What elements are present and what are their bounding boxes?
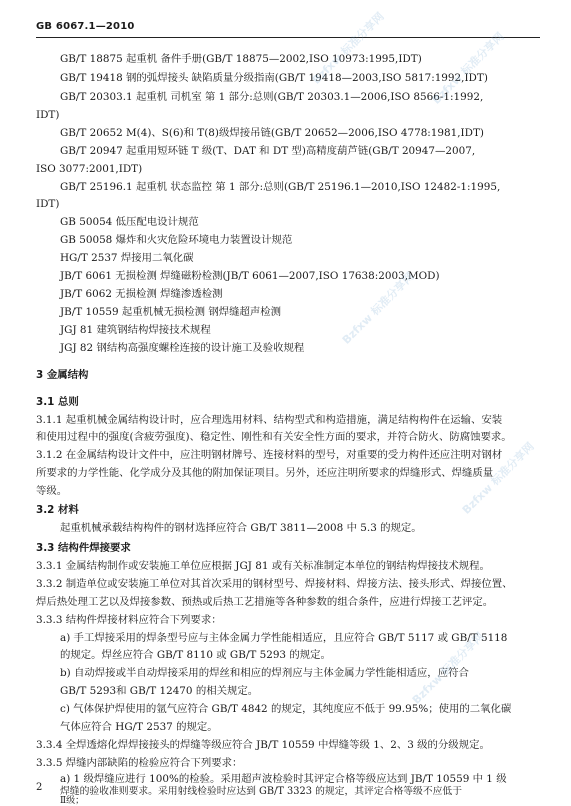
ref-line: GB/T 20947 起重用短环链 T 级(T、DAT 和 DT 型)高精度葫芦链(GB/T 20947—2007, (60, 145, 476, 157)
list-item-cont: 的规定。焊丝应符合 GB/T 8110 或 GB/T 5293 的规定。 (60, 649, 331, 661)
list-item: c) 气体保护焊使用的氩气应符合 GB/T 4842 的规定，其纯度应不低于 99.95%；使用的二氧化碳 (60, 703, 512, 715)
ref-line: GB 50058 爆炸和火灾危险环境电力装置设计规范 (60, 234, 293, 246)
list-item: a) 手工焊接采用的焊条型号应与主体金属力学性能相适应，且应符合 GB/T 5117 或 GB/T 5118 (60, 632, 508, 644)
standard-code-header: GB 6067.1—2010 (36, 21, 135, 32)
ref-line: GB 50054 低压配电设计规范 (60, 216, 199, 228)
ref-line-cont: ISO 3077:2001,IDT) (36, 163, 143, 175)
list-item-cont: 气体应符合 HG/T 2537 的规定。 (60, 721, 218, 733)
page-number: 2 (36, 782, 43, 793)
section-3-1-title: 3.1 总则 (36, 396, 79, 408)
ref-line: JGJ 82 钢结构高强度螺栓连接的设计施工及验收规程 (60, 342, 305, 354)
list-item: b) 自动焊接或半自动焊接采用的焊丝和相应的焊剂应与主体金属力学性能相适应，应符合 (60, 667, 469, 679)
clause-3-1-2: 3.1.2 在金属结构设计文件中，应注明钢材牌号、连接材料的型号，对重要的受力构件还应注明对钢材 (36, 449, 503, 461)
clause-3-1-1-cont: 和使用过程中的强度(含疲劳强度)、稳定性、刚性和有关安全性方面的要求，并符合防火、防腐蚀要求。 (36, 431, 512, 443)
section-3-2-title: 3.2 材料 (36, 504, 79, 516)
watermark: Bzfxw 标准分享网 (429, 29, 507, 107)
watermark: Bzfxw 标准分享网 (309, 9, 387, 87)
clause-3-1-1: 3.1.1 起重机械金属结构设计时，应合理选用材料、结构型式和构造措施，满足结构构件在运输、安装 (36, 414, 503, 426)
ref-line: JB/T 6061 无损检测 焊缝磁粉检测(JB/T 6061—2007,ISO 17638:2003,MOD) (60, 270, 440, 282)
section-3-3-title: 3.3 结构件焊接要求 (36, 542, 131, 554)
clause-3-3-3: 3.3.3 结构件焊接材料应符合下列要求： (36, 614, 222, 626)
watermark: Bzfxw 标准分享网 (339, 269, 417, 347)
ref-line: GB/T 20303.1 起重机 司机室 第 1 部分:总则(GB/T 20303.1—2006,ISO 8566-1:1992, (60, 91, 484, 103)
header-rule (36, 37, 540, 38)
ref-line-cont: IDT) (36, 198, 60, 210)
ref-line: GB/T 19418 钢的弧焊接头 缺陷质量分级指南(GB/T 19418—2003,ISO 5817:1992,IDT) (60, 72, 488, 84)
list-item-cont: GB/T 5293和 GB/T 12470 的相关规定。 (60, 685, 259, 697)
clause-3-1-2-cont: 所要求的力学性能、化学成分及其他的附加保证项目。另外，还应注明所要求的焊缝形式、焊缝质量 (36, 467, 494, 479)
ref-line: GB/T 20652 M(4)、S(6)和 T(8)级焊接吊链(GB/T 20652—2006,ISO 4778:1981,IDT) (60, 127, 484, 139)
clause-3-3-5: 3.3.5 焊缝内部缺陷的检验应符合下列要求： (36, 757, 243, 769)
ref-line: JGJ 81 建筑钢结构焊接技术规程 (60, 324, 211, 336)
clause-3-3-1: 3.3.1 金属结构制作或安装施工单位应根据 JGJ 81 或有关标准制定本单位的钢结构焊接技术规程。 (36, 560, 490, 572)
list-item: a) 1 级焊缝应进行 100%的检验。采用超声波检验时其评定合格等级应达到 JB/T 10559 中 1 级 (60, 773, 507, 785)
ref-line-cont: IDT) (36, 109, 60, 121)
clause-3-3-2-cont: 焊后热处理工艺以及焊接参数、预热或后热工艺措施等各种参数的组合条件，应进行焊接工艺评定。 (36, 596, 494, 608)
clause-3-2-text: 起重机械承载结构构件的钢材选择应符合 GB/T 3811—2008 中 5.3 的规定。 (60, 522, 422, 534)
watermark: Bzfxw 标准分享网 (459, 439, 537, 517)
ref-line: JB/T 10559 起重机械无损检测 钢焊缝超声检测 (60, 306, 282, 318)
section-3-title: 3 金属结构 (36, 369, 89, 381)
ref-line: GB/T 18875 起重机 备件手册(GB/T 18875—2002,ISO 10973:1995,IDT) (60, 53, 422, 65)
clause-3-3-2: 3.3.2 制造单位或安装施工单位对其首次采用的钢材型号、焊接材料、焊接方法、接头形式、焊接位置、 (36, 578, 513, 590)
clause-3-1-2-cont: 等级。 (36, 485, 68, 497)
ref-line: HG/T 2537 焊接用二氧化碳 (60, 252, 194, 264)
ref-line: JB/T 6062 无损检测 焊缝渗透检测 (60, 288, 223, 300)
watermark: Bzfxw 标准分享网 (409, 629, 487, 707)
ref-line: GB/T 25196.1 起重机 状态监控 第 1 部分:总则(GB/T 25196.1—2010,ISO 12482-1:1995, (60, 181, 501, 193)
clause-3-3-4: 3.3.4 全焊透熔化焊焊接接头的焊缝等级应符合 JB/T 10559 中焊缝等级 1、2、3 级的分级规定。 (36, 739, 490, 751)
list-item-cont: Ⅱ级； (60, 796, 85, 806)
list-item-cont: 焊缝的验收准则要求。采用射线检验时应达到 GB/T 3323 的规定，其评定合格等级不应低于 (60, 786, 463, 797)
